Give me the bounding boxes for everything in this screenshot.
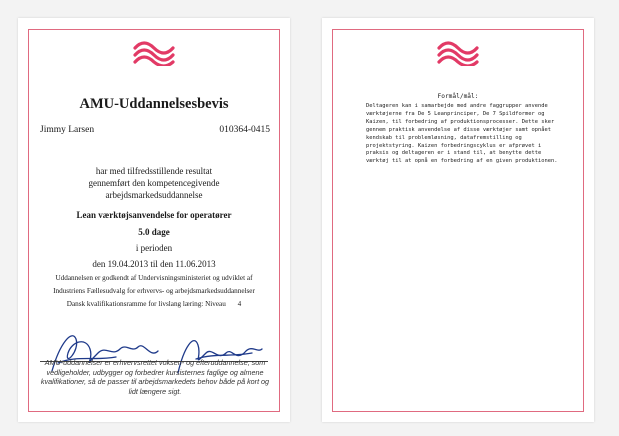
completion-line-3: arbejdsmarkedsuddannelse <box>105 190 203 200</box>
recipient-name: Jimmy Larsen <box>40 125 95 135</box>
council-text: Industriens Fællesudvalg for erhvervs- og arbejdsmarkedsuddannelser <box>53 287 255 295</box>
certificate-title: AMU-Uddannelsesbevis <box>79 96 229 112</box>
qualification-level-row <box>18 300 290 308</box>
qualification-label: Dansk kvalifikationsramme for livslang læring: Niveau <box>66 300 226 308</box>
certificate-page-front <box>18 18 290 422</box>
wave-logo-icon <box>132 36 176 66</box>
course-name: Lean værktøjsanvendelse for operatører <box>76 210 232 220</box>
certificate-page-back <box>322 18 594 422</box>
course-duration: 5.0 dage <box>138 227 170 237</box>
purpose-text: Deltageren kan i samarbejde med andre faggrupper anvende værktøjerne fra De 5 Leanprinciper, De 7 Spildformer og Kaizen, til forbedring af produktionsprocesser. Dette sker gennem praktisk anvendelse af disse værktøjer samt opnået kendskab til problemløsning, datafremstilling og projektstyring. Kaizen forbedringscyklus er afprøvet i praksis og deltageren er i stand til, at benytte dette værktøj til at opnå en forbedring af en given produktionen. <box>366 103 558 165</box>
wave-logo-icon <box>436 36 480 66</box>
recipient-id: 010364-0415 <box>219 125 270 135</box>
qualification-level: 4 <box>237 300 242 308</box>
course-period: den 19.04.2013 til den 11.06.2013 <box>92 259 216 269</box>
approval-text: Uddannelsen er godkendt af Undervisningsministeriet og udviklet af <box>55 274 253 282</box>
completion-line-2: gennemført den kompetencegivende <box>88 178 220 188</box>
footer-note: AMU-uddannelser er erhvervsrettet voksen- og efteruddannelse, som vedligeholder, udbygger og forbedrer kursisternes faglige og almene kvalifikationer, så de passer til arbejdsmarkedets behov både på kort og lidt længere sigt. <box>40 358 270 396</box>
recipient-row <box>40 125 270 135</box>
completion-line-1: har med tilfredsstillende resultat <box>95 166 213 176</box>
page-border <box>332 29 584 412</box>
purpose-label: Formål/mål: <box>437 93 479 100</box>
period-label: i perioden <box>135 243 173 253</box>
